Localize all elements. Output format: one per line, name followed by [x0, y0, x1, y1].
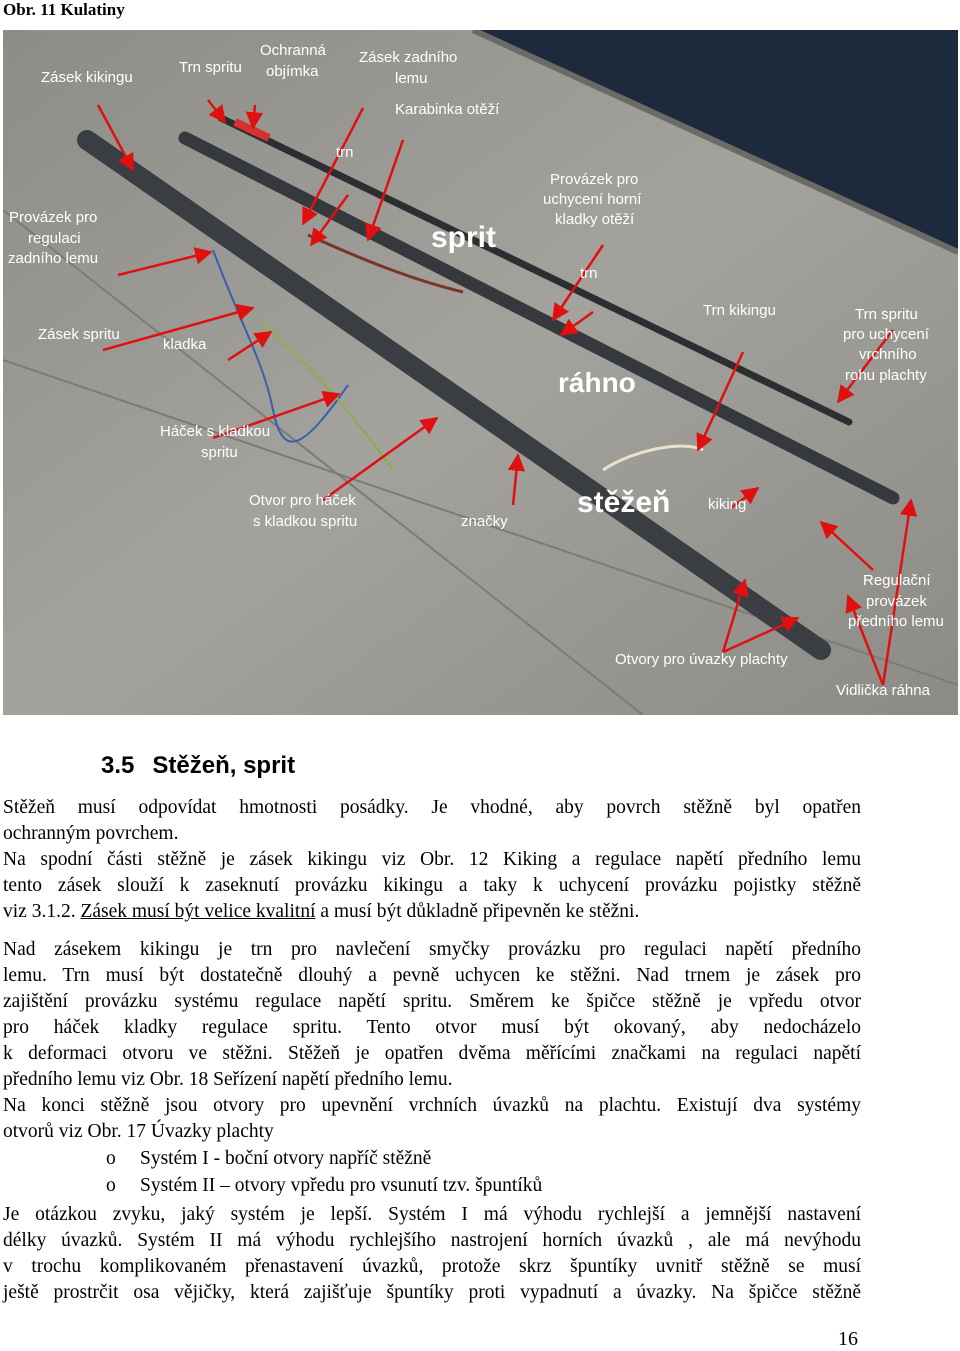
text-line-14: Je otázkou zvyku, jaký systém je lepší. Systém I má výhodu rychlejší a jemnější nastavení	[3, 1204, 861, 1225]
label-stezen: stěžeň	[577, 486, 671, 519]
section-title: Stěžeň, sprit	[152, 752, 296, 779]
page-number: 16	[838, 1328, 858, 1350]
label-trn-2: trn	[580, 265, 598, 282]
text-line-8: zajištění provázku systému regulace napětí spritu. Směrem ke špičce stěžně je vpředu otvor	[3, 991, 861, 1012]
label-zasek-zadniho-2: lemu	[395, 70, 428, 87]
text-line-1: Stěžeň musí odpovídat hmotnosti posádky. Je vhodné, aby povrch stěžně byl opatřen	[3, 797, 861, 818]
label-provazek-regulace-3: zadního lemu	[8, 250, 99, 267]
label-ochranna-1: Ochranná	[260, 42, 326, 59]
label-trn-spritu-vrch-1: Trn spritu	[855, 306, 918, 323]
label-provazek-regulace-1: Provázek pro	[9, 209, 98, 226]
text-line-13: otvorů viz Obr. 17 Úvazky plachty	[3, 1121, 274, 1142]
label-zasek-zadniho-1: Zásek zadního	[359, 49, 458, 66]
text-line-5	[3, 899, 861, 925]
bullet-marker-1: o	[106, 1148, 116, 1169]
label-vidlicka: Vidlička ráhna	[836, 682, 930, 699]
section-heading	[101, 752, 295, 780]
label-otvory: Otvory pro úvazky plachty	[615, 651, 788, 668]
label-trn-kikingu: Trn kikingu	[703, 302, 776, 319]
label-trn-1: trn	[336, 144, 354, 161]
label-otvor-2: s kladkou spritu	[253, 513, 358, 530]
label-zasek-kikingu: Zásek kikingu	[41, 69, 133, 86]
label-regulacni-1: Regulační	[863, 572, 931, 589]
label-znacky: značky	[461, 513, 508, 530]
label-hacek-1: Háček s kladkou	[160, 423, 271, 440]
label-provazek-regulace-2: regulaci	[28, 230, 81, 247]
text-line-3: Na spodní části stěžně je zásek kikingu viz Obr. 12 Kiking a regulace napětí předního lemu	[3, 849, 861, 870]
label-otvor-1: Otvor pro háček	[249, 492, 356, 509]
label-regulacni-3: předního lemu	[848, 613, 944, 630]
label-kladka: kladka	[163, 336, 207, 353]
label-trn-spritu-vrch-4: rohu plachty	[845, 367, 927, 384]
label-trn-spritu: Trn spritu	[179, 59, 242, 76]
text-line-6: Nad zásekem kikingu je trn pro navlečení smyčky provázku pro regulaci napětí předního	[3, 939, 861, 960]
label-regulacni-2: provázek	[866, 593, 927, 610]
label-trn-spritu-vrch-3: vrchního	[859, 346, 917, 363]
text-line-11: předního lemu viz Obr. 18 Seřízení napětí předního lemu.	[3, 1069, 453, 1090]
bullet-item-2: Systém II – otvory vpředu pro vsunutí tzv. špuntíků	[140, 1175, 543, 1196]
label-provazek-horni-3: kladky otěží	[555, 211, 635, 228]
label-provazek-horni-1: Provázek pro	[550, 171, 639, 188]
label-hacek-2: spritu	[201, 444, 238, 461]
photo-drawing	[3, 30, 958, 715]
text-line-5-start: viz 3.1.2.	[3, 901, 81, 922]
text-line-5-underlined: Zásek musí být velice kvalitní	[80, 901, 316, 922]
label-provazek-horni-2: uchycení horní	[543, 191, 642, 208]
label-kiking: kiking	[708, 496, 747, 513]
text-line-7: lemu. Trn musí být dostatečně dlouhý a pevně uchycen ke stěžni. Nad trnem je zásek pro	[3, 965, 861, 986]
text-line-12: Na konci stěžně jsou otvory pro upevnění vrchních úvazků na plachtu. Existují dva systémy	[3, 1095, 861, 1116]
text-line-15: délky úvazků. Systém II má výhodu rychlejšího nastrojení horních úvazků , ale má nevýhodu	[3, 1230, 861, 1251]
text-line-17: ještě prostrčit osa vějičky, která zajišťuje špuntíky proti vypadnutí a úvazky. Na špičce stěžně	[3, 1282, 861, 1303]
text-line-2: ochranným povrchem.	[3, 823, 179, 844]
text-line-10: k deformaci otvoru ve stěžni. Stěžeň je opatřen dvěma měřícími značkami na regulaci napětí	[3, 1043, 861, 1064]
label-sprit: sprit	[431, 221, 497, 254]
text-line-5-end: a musí být důkladně připevněn ke stěžni.	[315, 901, 640, 922]
text-line-16: v trochu komplikovaném přenastavení úvazků, protože skrz špuntíky uvnitř stěžně se musí	[3, 1256, 861, 1277]
label-trn-spritu-vrch-2: pro uchycení	[843, 326, 929, 343]
section-number: 3.5	[101, 752, 135, 779]
label-rahno: ráhno	[558, 367, 636, 398]
figure-caption: Obr. 11 Kulatiny	[3, 0, 125, 19]
text-line-4: tento zásek slouží k zaseknutí provázku kikingu a taky k uchycení provázku pojistky stěžně	[3, 875, 861, 896]
label-zasek-spritu: Zásek spritu	[38, 326, 120, 343]
text-line-9: pro háček kladky regulace spritu. Tento otvor musí být okovaný, aby nedocházelo	[3, 1017, 861, 1038]
label-ochranna-2: objímka	[266, 63, 319, 80]
mast-boom-photo	[3, 30, 958, 715]
label-karabinka: Karabinka otěží	[395, 101, 500, 118]
bullet-item-1: Systém I - boční otvory napříč stěžně	[140, 1148, 432, 1169]
bullet-marker-2: o	[106, 1175, 116, 1196]
